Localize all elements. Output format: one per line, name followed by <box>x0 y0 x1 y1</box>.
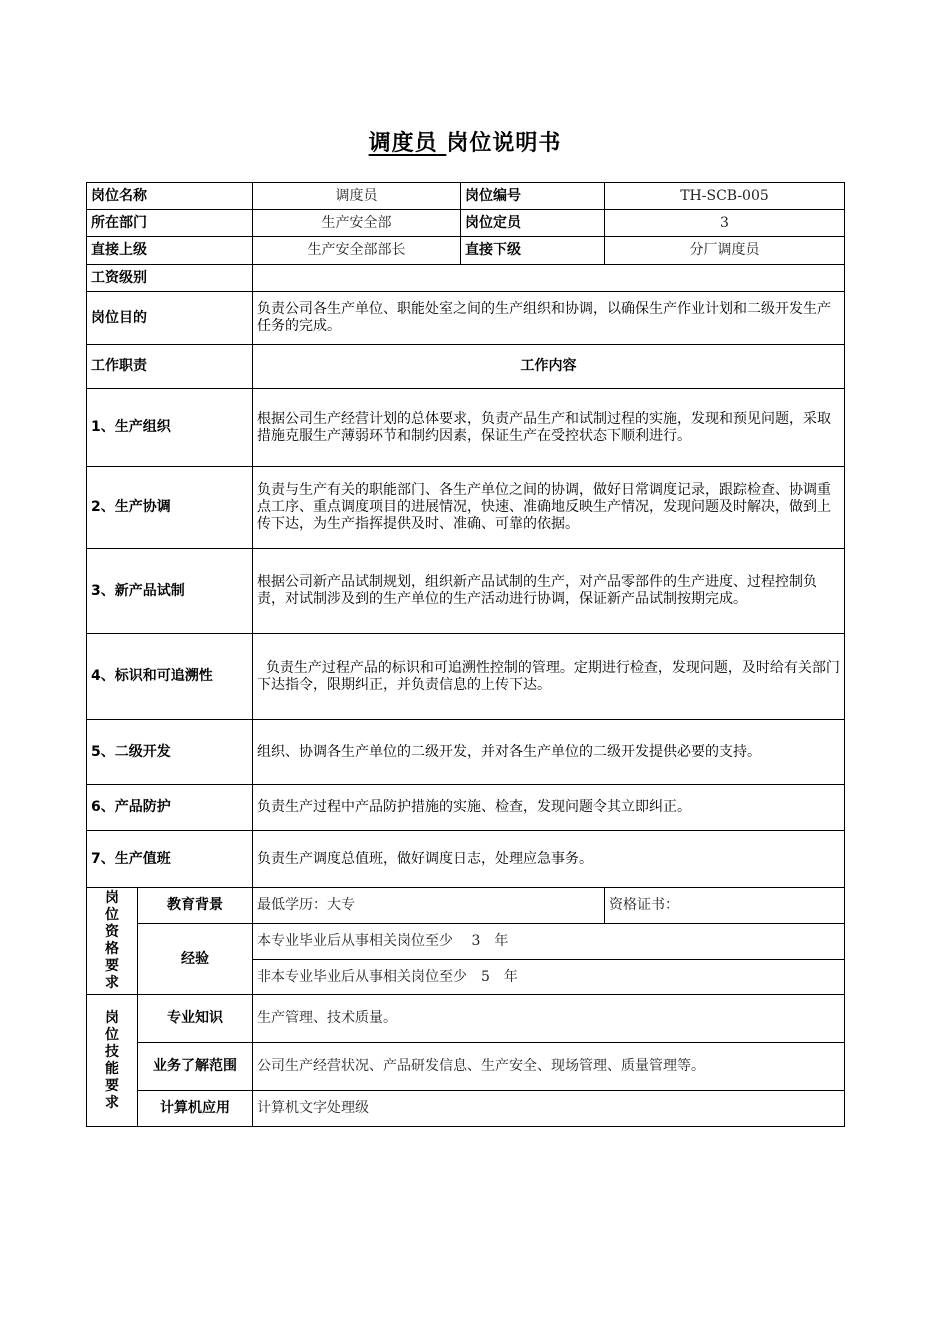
row-knowledge <box>87 995 845 1043</box>
duty-row <box>87 389 845 467</box>
duty-text: 根据公司生产经营计划的总体要求，负责产品生产和试制过程的实施，发现和预见问题，采取措施克服生产薄弱环节和制约因素，保证生产在受控状态下顺利进行。 <box>253 389 845 467</box>
label-computer: 计算机应用 <box>138 1091 253 1127</box>
label-work-content: 工作内容 <box>253 345 845 389</box>
value-purpose: 负责公司各生产单位、职能处室之间的生产组织和协调，以确保生产作业计划和二级开发生产任务的完成。 <box>253 292 845 345</box>
label-position-code: 岗位编号 <box>461 183 605 210</box>
duty-label: 2、生产协调 <box>87 467 253 549</box>
duty-label: 7、生产值班 <box>87 831 253 888</box>
value-department: 生产安全部 <box>253 210 461 237</box>
value-superior: 生产安全部部长 <box>253 237 461 265</box>
row-department <box>87 210 845 237</box>
value-knowledge: 生产管理、技术质量。 <box>253 995 845 1043</box>
duty-row <box>87 720 845 785</box>
value-scope: 公司生产经营状况、产品研发信息、生产安全、现场管理、质量管理等。 <box>253 1043 845 1091</box>
value-salary <box>253 265 845 292</box>
value-position-name: 调度员 <box>253 183 461 210</box>
duty-label: 6、产品防护 <box>87 785 253 831</box>
job-description-table <box>86 182 845 1127</box>
row-superior <box>87 237 845 265</box>
value-computer: 计算机文字处理级 <box>253 1091 845 1127</box>
row-computer <box>87 1091 845 1127</box>
label-purpose: 岗位目的 <box>87 292 253 345</box>
duty-row <box>87 549 845 634</box>
value-education: 最低学历：大专 <box>253 888 605 924</box>
row-scope <box>87 1043 845 1091</box>
duty-text: 组织、协调各生产单位的二级开发，并对各生产单位的二级开发提供必要的支持。 <box>253 720 845 785</box>
row-purpose <box>87 292 845 345</box>
label-knowledge: 专业知识 <box>138 995 253 1043</box>
duty-label: 5、二级开发 <box>87 720 253 785</box>
duty-text: 根据公司新产品试制规划，组织新产品试制的生产，对产品零部件的生产进度、过程控制负责，对试制涉及到的生产单位的生产活动进行协调，保证新产品试制按期完成。 <box>253 549 845 634</box>
row-duties-header <box>87 345 845 389</box>
duty-text: 负责生产过程产品的标识和可追溯性控制的管理。定期进行检查，发现问题，及时给有关部门下达指令，限期纠正，并负责信息的上传下达。 <box>253 634 845 720</box>
label-salary: 工资级别 <box>87 265 253 292</box>
title-position-name: 调度员 <box>368 131 438 156</box>
duty-row <box>87 467 845 549</box>
duty-row <box>87 785 845 831</box>
title-doc-type: 岗位说明书 <box>446 131 562 156</box>
row-experience-1 <box>87 924 845 960</box>
duty-label: 1、生产组织 <box>87 389 253 467</box>
label-duties: 工作职责 <box>87 345 253 389</box>
value-subordinate: 分厂调度员 <box>605 237 845 265</box>
label-department: 所在部门 <box>87 210 253 237</box>
value-experience-1: 本专业毕业后从事相关岗位至少 3 年 <box>253 924 845 960</box>
page-title <box>0 126 930 157</box>
label-scope: 业务了解范围 <box>138 1043 253 1091</box>
row-education <box>87 888 845 924</box>
label-subordinate: 直接下级 <box>461 237 605 265</box>
value-position-code: TH-SCB-005 <box>605 183 845 210</box>
duty-text: 负责与生产有关的职能部门、各生产单位之间的协调，做好日常调度记录，跟踪检查、协调重点工序、重点调度项目的进展情况，快速、准确地反映生产情况，发现问题及时解决，做到上传下达，为生产指挥提供及时、准确、可靠的依据。 <box>253 467 845 549</box>
label-qualification: 岗位资格要求 <box>87 888 138 995</box>
value-certificate: 资格证书： <box>605 888 845 924</box>
duty-row <box>87 831 845 888</box>
label-experience: 经验 <box>138 924 253 995</box>
row-position-name <box>87 183 845 210</box>
label-quota: 岗位定员 <box>461 210 605 237</box>
label-skills: 岗位技能要求 <box>87 995 138 1127</box>
label-education: 教育背景 <box>138 888 253 924</box>
duty-label: 4、标识和可追溯性 <box>87 634 253 720</box>
label-superior: 直接上级 <box>87 237 253 265</box>
row-salary <box>87 265 845 292</box>
value-experience-2: 非本专业毕业后从事相关岗位至少 5 年 <box>253 960 845 995</box>
label-position-name: 岗位名称 <box>87 183 253 210</box>
duty-text: 负责生产过程中产品防护措施的实施、检查，发现问题令其立即纠正。 <box>253 785 845 831</box>
duty-label: 3、新产品试制 <box>87 549 253 634</box>
duty-text: 负责生产调度总值班，做好调度日志，处理应急事务。 <box>253 831 845 888</box>
value-quota: 3 <box>605 210 845 237</box>
duty-row <box>87 634 845 720</box>
